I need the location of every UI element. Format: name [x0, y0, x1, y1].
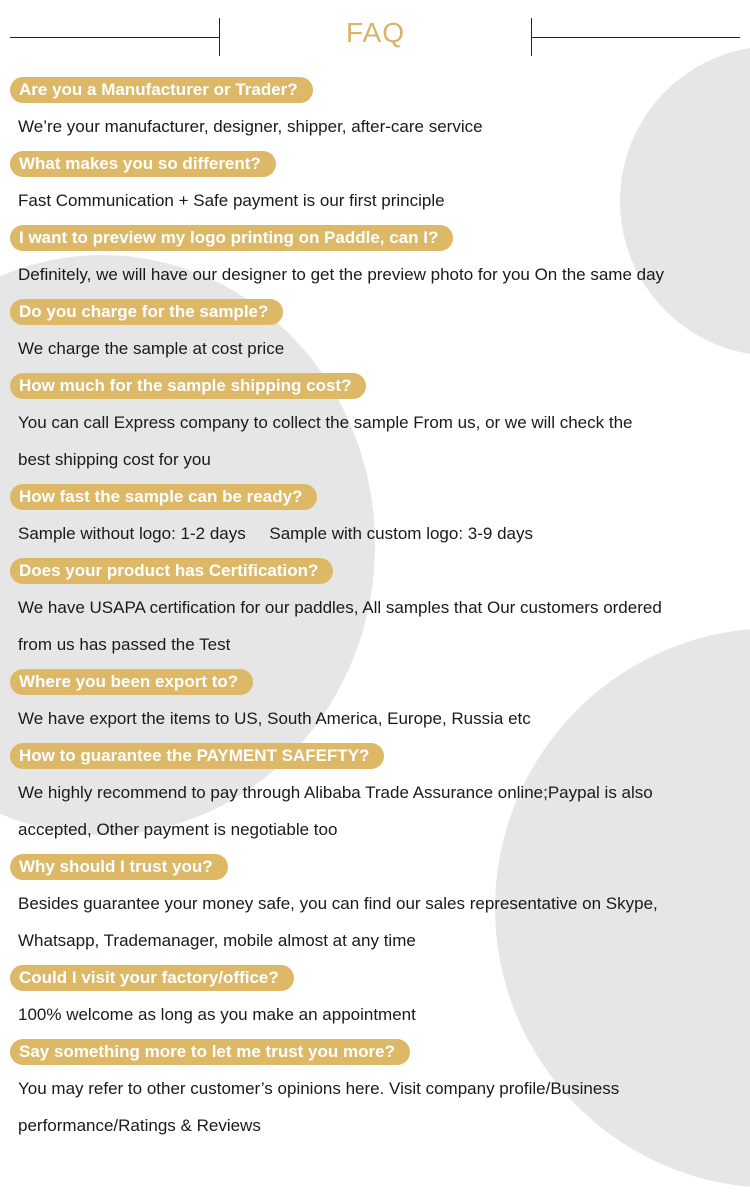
- header-divider-right: [531, 37, 740, 38]
- faq-question: Are you a Manufacturer or Trader?: [10, 77, 313, 103]
- faq-answer: We highly recommend to pay through Alibaba Trade Assurance online;Paypal is also: [18, 783, 653, 802]
- page-title: FAQ: [345, 17, 405, 48]
- faq-question: Where you been export to?: [10, 669, 253, 695]
- faq-answer: We charge the sample at cost price: [18, 339, 285, 358]
- faq-answer: performance/Ratings & Reviews: [18, 1116, 261, 1135]
- faq-answer: Fast Communication + Safe payment is our first principle: [18, 191, 445, 210]
- faq-answer: We have export the items to US, South America, Europe, Russia etc: [18, 709, 531, 728]
- faq-header: [0, 0, 750, 60]
- faq-question: Why should I trust you?: [10, 854, 228, 880]
- faq-answer: We’re your manufacturer, designer, shipper, after-care service: [18, 117, 483, 136]
- faq-question: Does your product has Certification?: [10, 558, 333, 584]
- faq-question: Do you charge for the sample?: [10, 299, 283, 325]
- faq-question: How much for the sample shipping cost?: [10, 373, 366, 399]
- faq-answer: We have USAPA certification for our paddles, All samples that Our customers ordered: [18, 598, 662, 617]
- faq-question: Say something more to let me trust you more?: [10, 1039, 410, 1065]
- faq-question: I want to preview my logo printing on Paddle, can I?: [10, 225, 453, 251]
- header-divider-left: [10, 37, 220, 38]
- faq-answer: best shipping cost for you: [18, 450, 211, 469]
- faq-answer: Sample without logo: 1-2 days Sample with custom logo: 3-9 days: [18, 524, 533, 543]
- faq-question: Could I visit your factory/office?: [10, 965, 294, 991]
- faq-answer: You may refer to other customer’s opinions here. Visit company profile/Business: [18, 1079, 620, 1098]
- faq-answer: You can call Express company to collect the sample From us, or we will check the: [18, 413, 633, 432]
- faq-answer: from us has passed the Test: [18, 635, 231, 654]
- faq-answer: Definitely, we will have our designer to get the preview photo for you On the same day: [18, 265, 665, 284]
- faq-answer: 100% welcome as long as you make an appointment: [18, 1005, 416, 1024]
- faq-answer: Besides guarantee your money safe, you can find our sales representative on Skype,: [18, 894, 658, 913]
- faq-question: How fast the sample can be ready?: [10, 484, 317, 510]
- decorative-circle: [620, 46, 750, 356]
- faq-question: How to guarantee the PAYMENT SAFEFTY?: [10, 743, 384, 769]
- faq-answer: Whatsapp, Trademanager, mobile almost at any time: [18, 931, 416, 950]
- faq-question: What makes you so different?: [10, 151, 276, 177]
- faq-answer: accepted, Other payment is negotiable too: [18, 820, 338, 839]
